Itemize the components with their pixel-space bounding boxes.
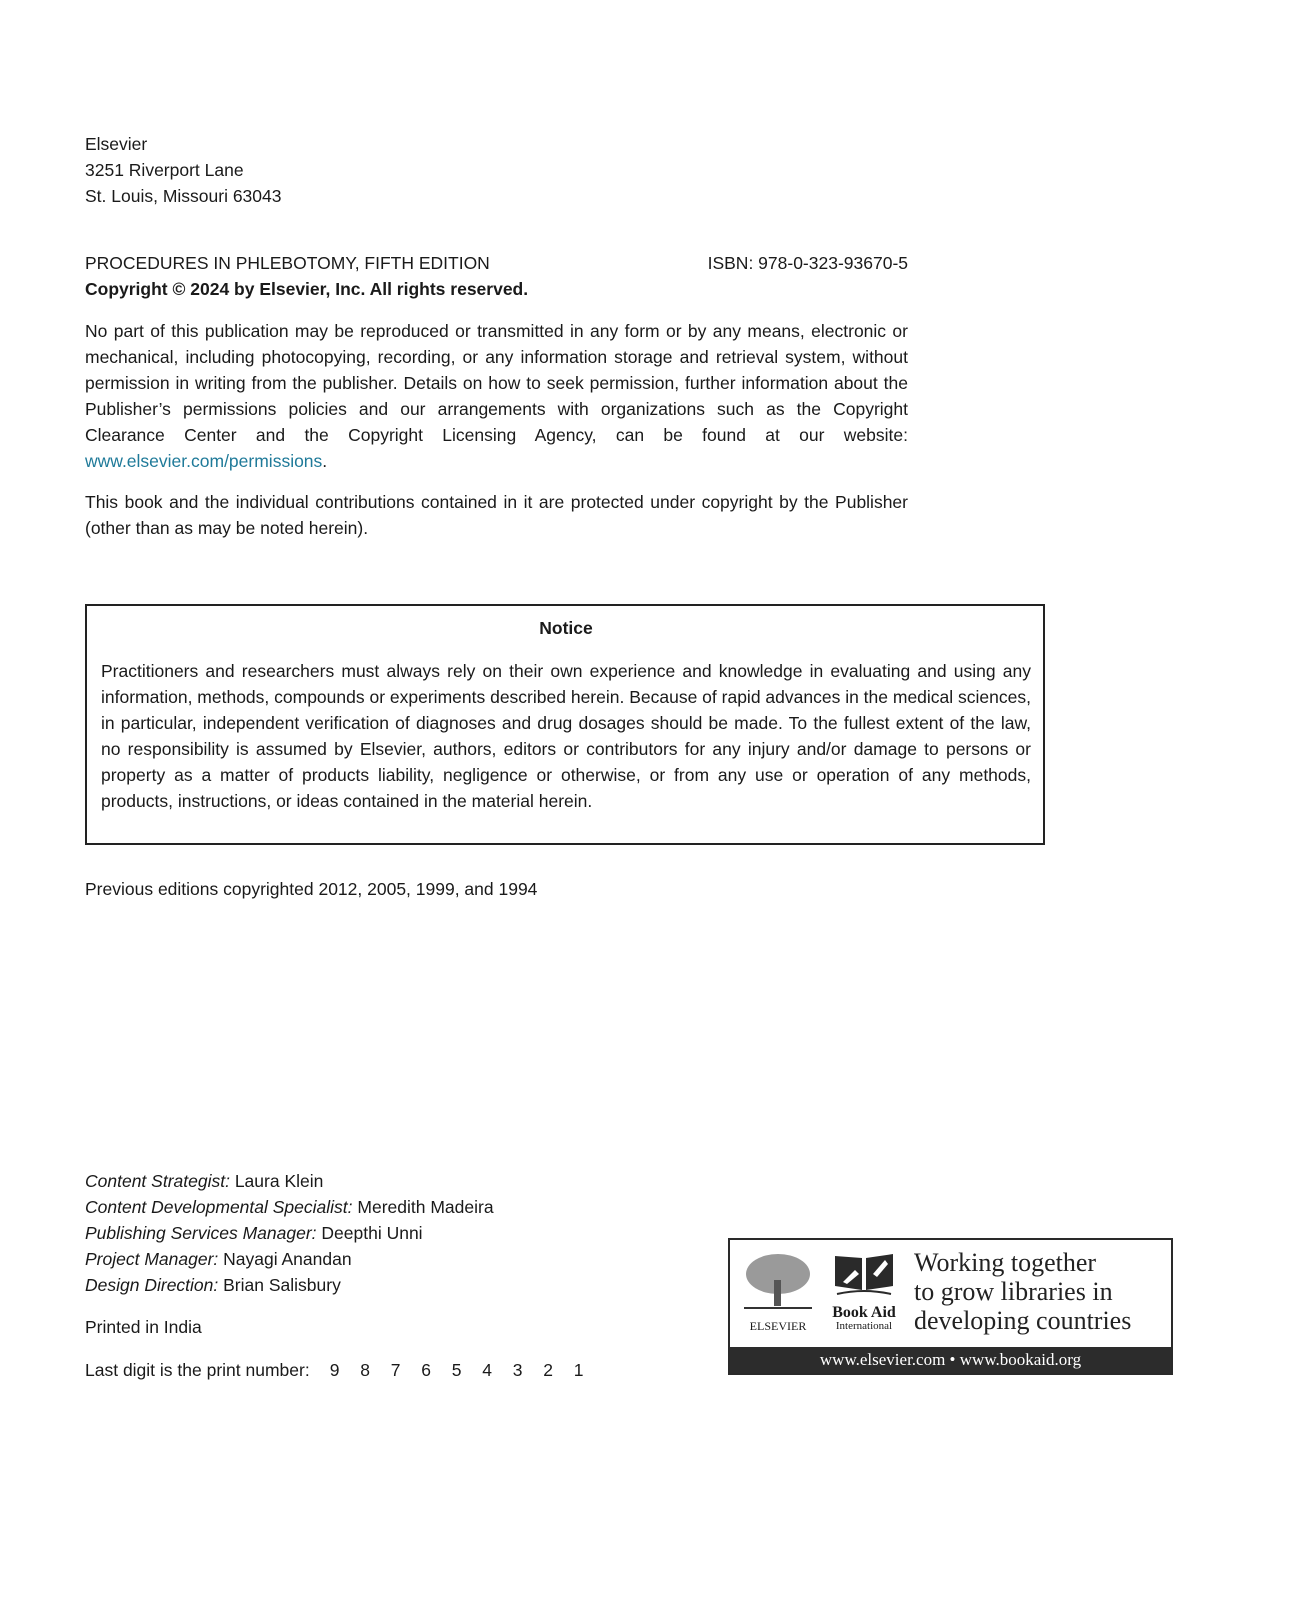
elsevier-logo: ELSEVIER	[742, 1252, 814, 1333]
publisher-address	[85, 131, 908, 209]
permissions-paragraph: No part of this publication may be reproduced or transmitted in any form or by any means, electronic or mechanical, including photocopying, recording, or any information storage and retrieval system, without permission in writing from the publisher. Details on how to seek permission, further information about the Publisher’s permissions policies and our arrangements with organizations such as the Copyright Clearance Center and the Copyright Licensing Agency, can be found at our website: www.elsevier.com/permissions.	[85, 321, 908, 471]
logo-urls: www.elsevier.com • www.bookaid.org	[730, 1347, 1171, 1373]
credit-line: Design Direction: Brian Salisbury	[85, 1275, 341, 1295]
logo-tagline: Working together to grow libraries in developing countries	[914, 1248, 1132, 1335]
permissions-text: No part of this publication may be reproduced or transmitted in any form or by any means, electronic or mechanical, including photocopying, recording, or any information storage and retrieval system, without permission in writing from the publisher. Details on how to seek permission, further information about the Publisher’s permissions policies and our arrangements with organizations such as the Copyright Clearance Center and the Copyright Licensing Agency, can be found at our website:	[85, 321, 908, 445]
elsevier-tree-icon	[742, 1252, 814, 1312]
previous-editions: Previous editions copyrighted 2012, 2005, 1999, and 1994	[85, 879, 538, 899]
printed-in: Printed in India	[85, 1317, 202, 1337]
notice-box	[85, 604, 1045, 845]
isbn: ISBN: 978-0-323-93670-5	[707, 253, 908, 273]
book-aid-logo-banner	[728, 1238, 1173, 1375]
address-line: St. Louis, Missouri 63043	[85, 186, 282, 206]
credit-line: Content Strategist: Laura Klein	[85, 1171, 324, 1191]
notice-title: Notice	[539, 618, 593, 638]
credit-line: Publishing Services Manager: Deepthi Unni	[85, 1223, 423, 1243]
print-number: Last digit is the print number: 9 8 7 6 5 4 3 2 1	[85, 1357, 908, 1383]
print-number-label: Last digit is the print number:	[85, 1360, 310, 1380]
credit-line: Content Developmental Specialist: Meredith Madeira	[85, 1197, 494, 1217]
permissions-link[interactable]: www.elsevier.com/permissions	[85, 451, 323, 471]
address-line: 3251 Riverport Lane	[85, 160, 244, 180]
address-line: Elsevier	[85, 134, 148, 154]
protection-paragraph: This book and the individual contributions contained in it are protected under copyright by the Publisher (other than as may be noted herein).	[85, 492, 908, 538]
title-block	[85, 250, 908, 302]
open-book-hands-icon	[833, 1252, 895, 1298]
credit-line: Project Manager: Nayagi Anandan	[85, 1249, 352, 1269]
notice-text: Practitioners and researchers must always rely on their own experience and knowledge in evaluating and using any information, methods, compounds or experiments described herein. Because of rapid advances in the medical sciences, in particular, independent verification of diagnoses and drug dosages should be made. To the fullest extent of the law, no responsibility is assumed by Elsevier, authors, editors or contributors for any injury and/or damage to persons or property as a matter of products liability, negligence or otherwise, or from any use or operation of any methods, products, instructions, or ideas contained in the material herein.	[101, 661, 1031, 811]
book-aid-logo: Book Aid International	[824, 1252, 904, 1333]
book-title: PROCEDURES IN PHLEBOTOMY, FIFTH EDITION	[85, 253, 490, 273]
copyright-line: Copyright © 2024 by Elsevier, Inc. All rights reserved.	[85, 279, 529, 299]
